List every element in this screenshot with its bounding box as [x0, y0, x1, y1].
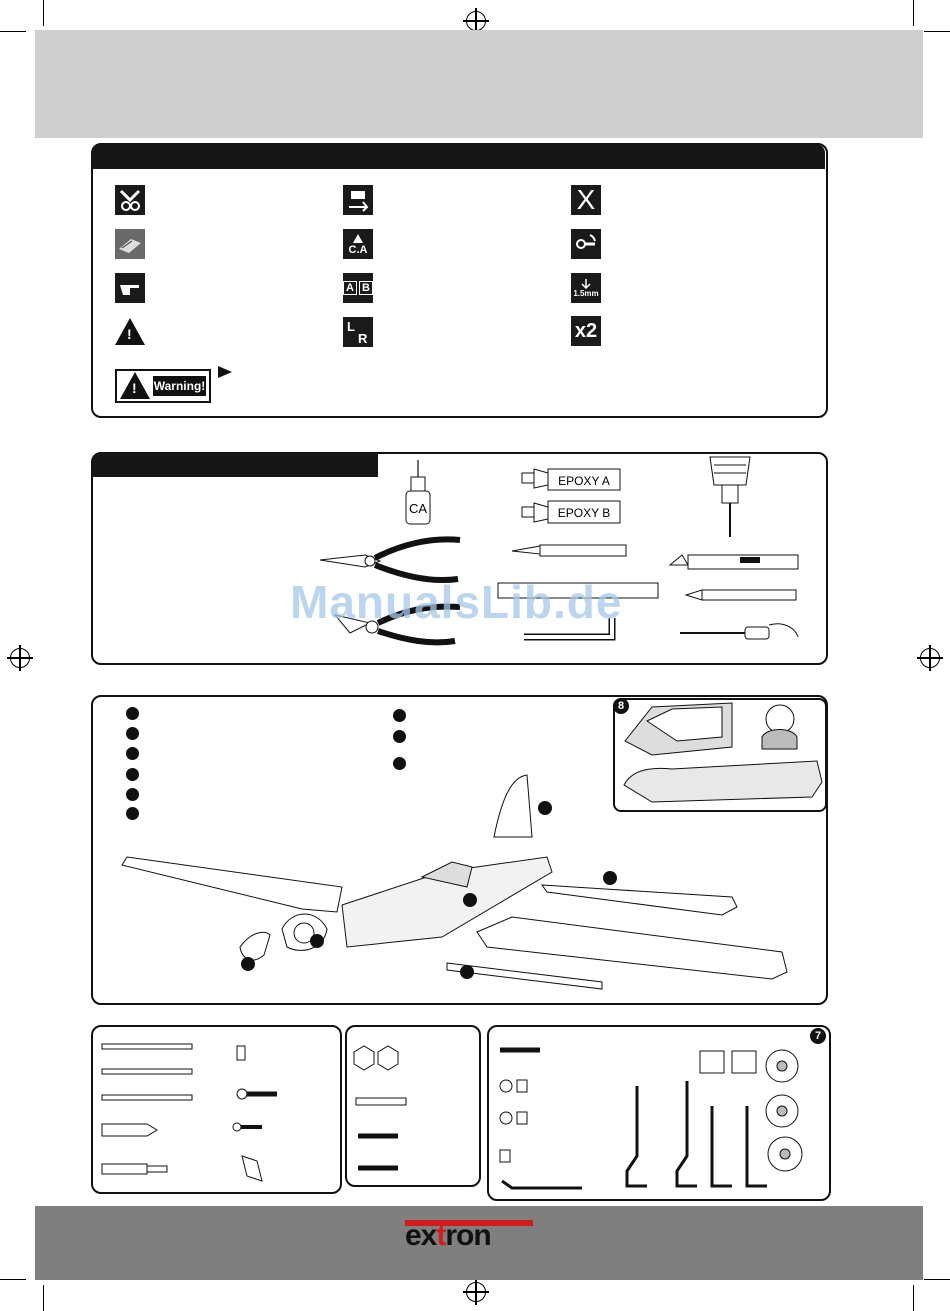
utility-knife-icon: [670, 555, 798, 569]
screw-part: [237, 1089, 277, 1099]
watermark: ManualsLib.de: [290, 576, 623, 628]
ca-glue-icon: C.A: [343, 229, 373, 259]
tail-wire-part: [502, 1181, 582, 1188]
landing-gear-number-badge: 7: [810, 1028, 826, 1044]
symbols-panel-header: [92, 144, 825, 169]
caution-icon: !: [115, 318, 145, 345]
part-number-marker: [538, 801, 552, 815]
warning-triangle-icon: !: [120, 372, 150, 399]
pointing-hand-icon: [115, 273, 145, 303]
part-number-marker: [463, 893, 477, 907]
gear-strap-part: [700, 1051, 756, 1073]
times-two-icon: x2: [571, 316, 601, 346]
header-band: [35, 30, 923, 138]
vertical-fin-part: [494, 775, 532, 837]
landing-gear-wire-part: [627, 1081, 767, 1186]
registration-mark: [920, 648, 940, 668]
wheel-collar-part: [500, 1080, 527, 1124]
crop-mark: [43, 1285, 44, 1311]
crop-mark: [0, 31, 26, 32]
wing-left-part: [122, 857, 342, 912]
registration-mark: [466, 1282, 486, 1302]
epoxy-a-label: EPOXY A: [558, 474, 610, 488]
flag-arrow-icon: [218, 366, 232, 378]
crop-mark: [913, 1285, 914, 1311]
pencil-icon: [686, 590, 796, 600]
pushrod-part: [102, 1044, 192, 1100]
crop-mark: [913, 0, 914, 26]
crop-mark: [43, 0, 44, 26]
drill-icon: [710, 457, 750, 537]
linkage-stopper-part: [237, 1046, 245, 1060]
fuselage-hatch-part: [624, 761, 822, 802]
part-number-marker: [241, 957, 255, 971]
pilot-figure: [762, 705, 797, 749]
spring-part: [500, 1150, 510, 1162]
part-number-marker: [310, 934, 324, 948]
crop-mark: [0, 1279, 26, 1280]
drill-depth-icon: 1.5mm: [571, 273, 601, 303]
registration-mark: [466, 11, 486, 31]
registration-mark: [10, 648, 30, 668]
epoxy-b-tube-icon: [522, 501, 620, 523]
servo-arm-part: [242, 1156, 262, 1181]
control-horn-part: [102, 1124, 157, 1136]
brand-logo: extron: [405, 1219, 491, 1252]
hobby-knife-icon: [512, 545, 626, 556]
canopy-part: [625, 703, 732, 755]
left-right-icon: L R: [343, 317, 373, 347]
epoxy-a-tube-icon: [522, 469, 620, 490]
ca-bottle-label: CA: [408, 501, 428, 516]
x-icon: X: [571, 185, 601, 215]
bolt-part: [356, 1098, 406, 1105]
crop-mark: [924, 1279, 950, 1280]
tools-illustration: [290, 455, 810, 660]
airframe-illustration: [92, 697, 824, 1000]
needle-nose-pliers-icon: [320, 539, 460, 580]
warning-label: Warning!: [153, 376, 206, 396]
hardware-illustration: [92, 1026, 827, 1201]
wheel-part: [766, 1050, 802, 1171]
warning-badge: [115, 369, 211, 403]
crop-mark: [924, 31, 950, 32]
horizontal-stabilizer-part: [542, 885, 737, 915]
epoxy-ab-icon: A B: [343, 273, 373, 303]
screwdriver-icon: [680, 624, 798, 639]
spinner-part: [240, 932, 270, 960]
wing-right-part: [477, 917, 787, 979]
wood-screw-part: [358, 1136, 398, 1168]
ca-bottle-icon: [406, 460, 430, 524]
part-number-marker: [603, 871, 617, 885]
clevis-part: [102, 1164, 167, 1174]
epoxy-b-label: EPOXY B: [557, 506, 611, 520]
small-screw-part: [233, 1123, 262, 1131]
cutter-icon: [115, 185, 145, 215]
part-number-marker: [460, 965, 474, 979]
screw-icon: [571, 229, 601, 259]
nut-part: [354, 1046, 398, 1070]
inset-number-badge: 8: [613, 698, 629, 714]
sand-icon: [115, 229, 145, 259]
glue-icon: [343, 185, 373, 215]
